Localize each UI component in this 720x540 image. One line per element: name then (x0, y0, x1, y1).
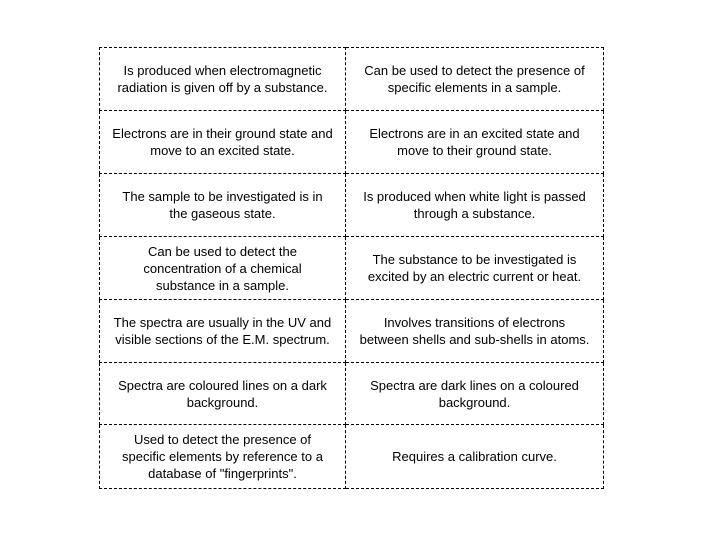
table-row (100, 425, 604, 489)
table-row (100, 111, 604, 174)
card-cell: Electrons are in an excited state and move to their ground state. (346, 111, 604, 174)
card-cell: The substance to be investigated is excited by an electric current or heat. (346, 237, 604, 300)
card-cell: Is produced when white light is passed through a substance. (346, 174, 604, 237)
card-sort-table (99, 47, 604, 489)
table-row (100, 174, 604, 237)
card-cell: Can be used to detect the concentration of a chemical substance in a sample. (100, 237, 346, 300)
card-cell: Is produced when electromagnetic radiation is given off by a substance. (100, 48, 346, 111)
table-row (100, 237, 604, 300)
card-cell: Spectra are coloured lines on a dark background. (100, 363, 346, 425)
table-row (100, 48, 604, 111)
card-cell: Used to detect the presence of specific elements by reference to a database of "fingerprints". (100, 425, 346, 489)
card-cell: Electrons are in their ground state and move to an excited state. (100, 111, 346, 174)
card-cell: Can be used to detect the presence of specific elements in a sample. (346, 48, 604, 111)
card-cell: Spectra are dark lines on a coloured background. (346, 363, 604, 425)
table-row (100, 300, 604, 363)
card-cell: Requires a calibration curve. (346, 425, 604, 489)
table-row (100, 363, 604, 425)
card-cell: The spectra are usually in the UV and visible sections of the E.M. spectrum. (100, 300, 346, 363)
card-cell: The sample to be investigated is in the gaseous state. (100, 174, 346, 237)
card-cell: Involves transitions of electrons between shells and sub-shells in atoms. (346, 300, 604, 363)
